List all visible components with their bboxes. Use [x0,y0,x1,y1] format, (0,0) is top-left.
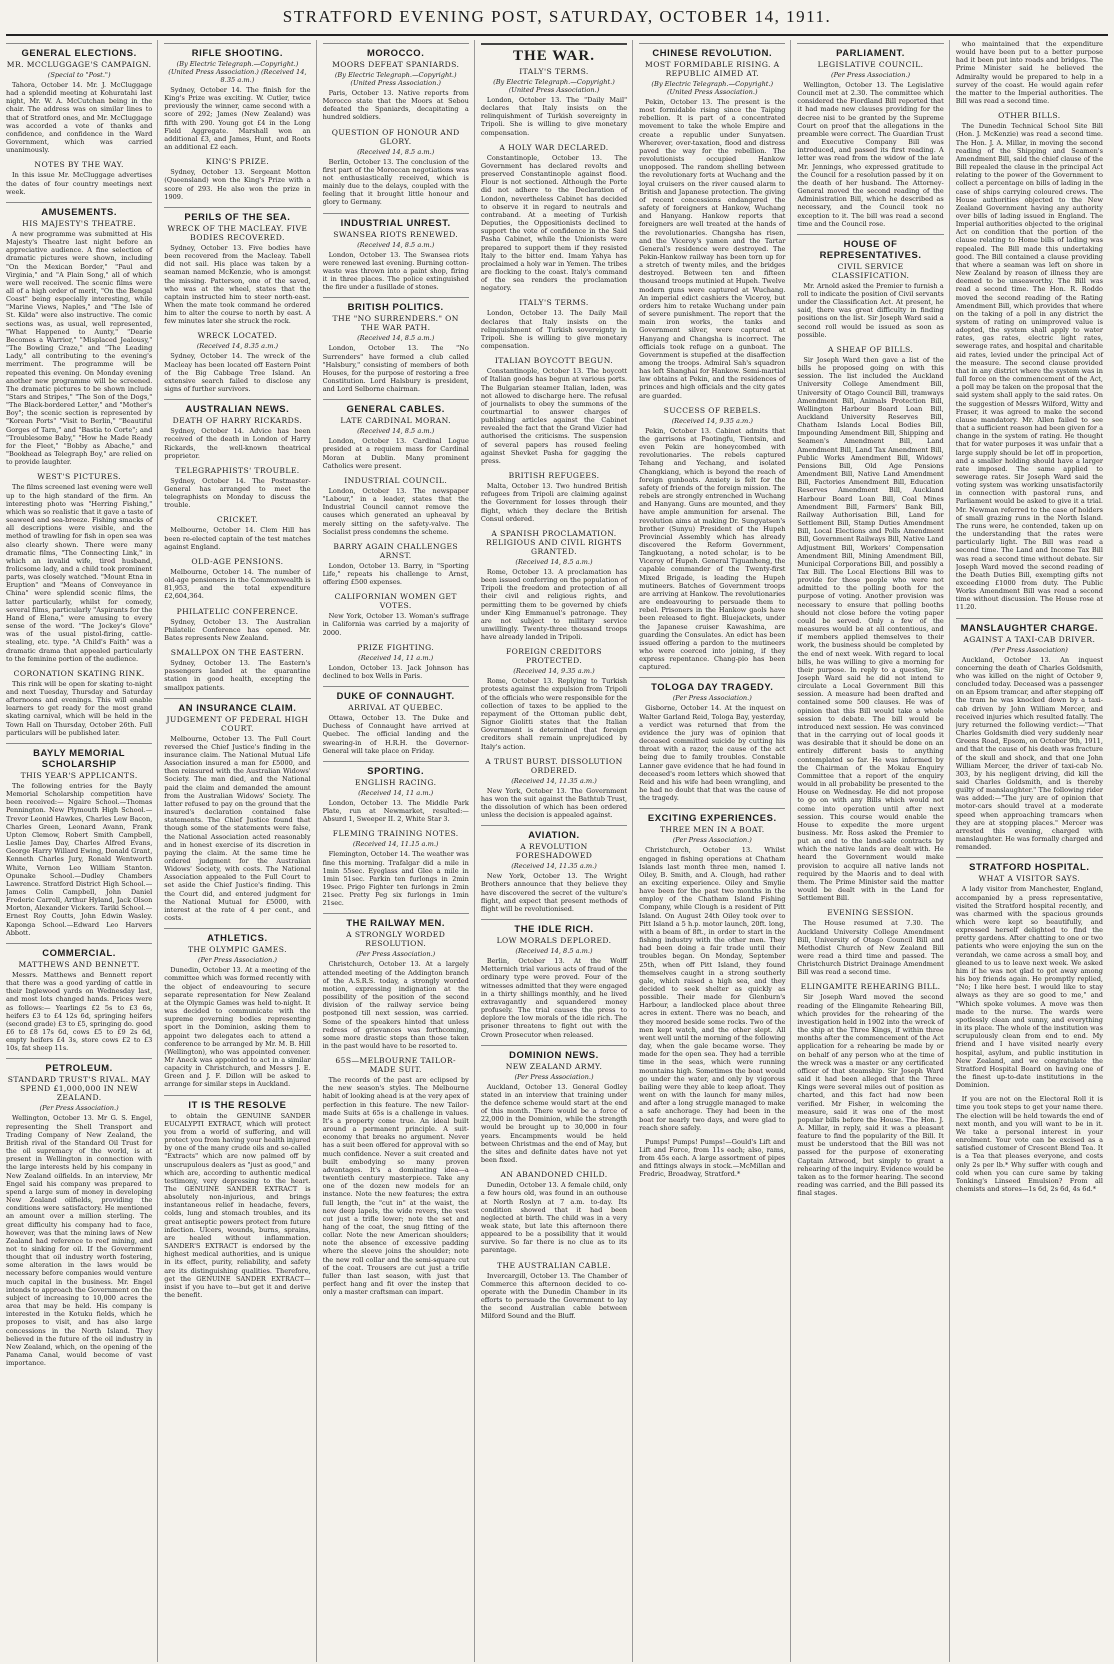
article-subheadline: ITALIAN BOYCOTT BEGUN. [494,356,614,366]
article-headline: PARLIAMENT. [797,43,943,58]
article-subheadline: MATTHEWS AND BENNETT. [18,959,140,969]
article-body: Sydney, October 13. Five bodies have been recovered from the Macleay. Tabell did not sail. His place was taken by a seaman named McKenzie, who is amongst the missing. Patterson, one of the saved, who was at the wheel, states that the captain instructed him to steer north-east. When the mate took command he ordered him to alter the course to north by east. A few minutes later she struck the rock. [164,243,313,326]
article-body: Dunedin, October 13. At a meeting of the committee which was formed recently with the object of endeavouring to secure separate representation for New Zealand at the Olympic Games was held to-night. It was decided to communicate with the supreme governing bodies representing sport in the Dominion, asking them to appoint two delegates each to attend a conference to be arranged by Mr. M. B. Hill (Wellington), who was appointed convener. Mr Aneck was appointed to act in a similar capacity in Christchurch, and Messrs J. E. Green and J. F. Dillon will be asked to arrange for similar steps in Auckland. [164,966,313,1089]
article [6,1058,155,1368]
article-body: Sydney, October 14. The Postmaster-General has arranged to meet the telegraphists on Monday to discuss the trouble. [164,476,313,510]
article [955,1095,1106,1193]
article-headline: EXCITING EXPERIENCES. [639,808,785,823]
article-body: A lady visitor from Manchester, England, accompanied by a press representative, visited the Stratford hospital recently, and was charmed with the spacious grounds which were kept so beautifully, and expressed herself delighted to find the pretty gardens. After chatting to one or two patients who were enjoying the sun on the verandah, we came across a small boy, and gleaned to us to leave next week. We asked him if he was not glad to get away among his boy friends again. He promptly replied, "No; I like here best. I would like to stay always as they are so good to me," and "Which spoke volumes. A move was then made to the nurse. The wards were spotlessly clean and sunny, and everything in its place. The whole of the institution was scrupulously clean from end to end. My friend and I have visited nearly every hospital, asylum, and public institution in New Zealand, and we congratulate the Stratford Hospital Board on having one of the finest up-to-date institutions in the Dominion. [955,885,1106,1090]
article [164,556,313,601]
article-headline: SPORTING. [323,761,469,776]
article-subheadline: OLD-AGE PENSIONS. [191,556,284,566]
article [164,399,313,460]
article-body: who maintained that the expenditure would have been put to a better purpose had it been put into roads and bridges. The Prime Minister said he believed the Admiralty would be prepared to help in a survey of the coast. He would again refer the matter to the Imperial authorities. The Bill was read a second time. [955,40,1106,106]
article-credit: (Received 14, 8.35 a.m.) [196,342,279,351]
article-body: London, October 13. Cardinal Logue presided at a requiem mass for Cardinal Moran at Dublin. Many prominent Catholics were present. [322,437,471,470]
article [480,756,630,820]
masthead [6,0,1108,36]
article [323,592,469,636]
article-subheadline: EVENING SESSION. [827,908,914,918]
article [164,606,313,642]
article-body: Tahora, October 14. Mr. J. McCluggage had a splendid meeting at Kohuratahi last night, Mr. W. A. McCutchan being in the chair. The address was on similar lines to that of Stratford ones, and Mr. McCluggage was accorded a vote of thanks and confidence, and confidence in the Ward Government, which was carried unanimously. [6,81,155,155]
article-subheadline: AN ABANDONED CHILD. [500,1170,608,1180]
article-body: Rome, October 13. Replying to Turkish protests against the expulsion from Tripoli of the officials who were responsible for the collection of taxes to be applied to the repayment of the Ottoman public debt, Signor Giolitti states that the Italian Government is determined that foreign creditors shall remain unprejudiced by Italy's action. [480,677,630,751]
article-credit: (By Electric Telegraph.—Copyright.) (United Press Association.) (Received 14, 8.35 a.m.) [168,60,307,84]
article-subheadline: PHILATELIC CONFERENCE. [176,606,299,616]
article-subheadline: MOORS DEFEAT SPANIARDS. [332,60,460,69]
article-subheadline: ITALY'S TERMS. [519,298,589,308]
article-body: Berlin, October 13. The conclusion of the first part of the Moroccan negotiations was not enthusiastically received, which is mainly due to the delays, coupled with the feeling that it brought little honour and glory to Germany. [322,157,471,207]
article-body: Berlin, October 13. At the Wolff Metternich trial various acts of fraud of the ordinary type were proved. Four of the witnesses admitted that they were engaged in a thirty shillings monthly, and he lived extravagantly and squandered money profusely. The trial causes the press to deplore the low morals of the idle rich. The prisoner threatens to fight out with the Crown Prosecutor when released. [480,957,630,1039]
article-headline: THE IDLE RICH. [481,919,627,934]
article-body: Constantinople, October 13. The boycott of Italian goods has begun at various ports. The Bulgarian steamer Italian, laden, was not allowed to discharge here. The refusal of journalists to obey the summons of the courtmartial to answer charges of publishing articles against the Cabinet revealed the fact that the Grand Vizier had authorised the criticisms. The suspension of several papers has roused feeling against Shevket Pasha for gagging the press. [480,367,630,465]
article-body: A new programme was submitted at His Majesty's Theatre last night before an appreciative audience. A fine selection of dramatic pictures were shown, including "On the Mexican Border," "Paul and Virginia," and "A Plain Song," all of which were well received. The scenic films were all of a high order of merit, "On the Bengal Coast" being especially interesting, while "Marine Views, Naples," and "The Isle of St. Kilda" were also instructive. The comic sections was, as usual, well represented, "What Happened to Aunty," "Dearie Becomes a Warrior," "Misplaced Jealousy," "The Bowling Craze," and "The Leading Lady," all contributing to the evening's merriment. The programme will be repeated this evening. On Monday evening another new programme will be screened. The dramatic pictures to be shown include "Stars and Stripes," "The Son of the Dogs," "The Black-bordered Letter," and "Mother's Boy"; the scenic section is represented by "Korean Ports" "Visit to Berlin," "Beautiful Gorges of Tarn," and "Bastia to Corte"; and "Troublesome Baby," "How he Made Ready for the Fleet," "Bobby as Abache," and "Bookhead as Telegraph Boy," are relied on to provide laughter. [6,229,155,467]
article [164,1095,313,1300]
article-body: Sir Joseph Ward then gave a list of the bills he proposed going on with this session. The list included the Auckland University College Amendment Bill, University of Otago Council Bill, tramways Amendment Bill, Animals Protection Bill, Wellington Harbour Board Loan Bill, Auckland University Reserves Bill, Chatham Islands Local Bodies Bill, Impounding Amendment Bill, Shipping and Seamen's Amendment Bill, Land Amendment Bill, Land Tax Amendment Bill, Public Works Amendment Bill, Widows' Pensions Bill, Old Age Pensions Amendment Bill, Native Land Amendment Bill, Factories Amendment Bill, Education Reserves Amendment Bill, Auckland Harbour Board Loan Bill, Coal Mines Amendment Bill, Farmers' Bank Bill, Railway Authorisation Bill, Land for Settlement Bill, Stamp Duties Amendment Bill, Local Elections and Polls Amendment Bill, Government Railways Bill, Native Land Adjustment Bill, Workers' Compensation Amendment Bill, Mining Amendment Bill, Municipal Corporations Bill, and possibly a Tax Bill. The Local Elections Bill was to provide for those people who were not admitted to the polling booth for the purpose of voting. Another provision was necessary to ensure that polling booths should not close before the voting paper could be served. Only a few of the measures would be at all contentious, and if members applied themselves to their work, the business should be completed by the end of next week. With regard to local bills, he was willing to give a morning for their purpose. In reply to a question, Sir Joseph Ward said he did not intend to circulate a Local Government Bill this session. A measure had been drafted and contained some 500 clauses. He was of opinion that this Bill would take a whole session to debate. The bill would be introduced next session. He was convinced that in the carrying out of local goods it was desirable that it should be done on an entirely different basis to anything contemplated so far. He was informed by the Chairman of the Mokau Enquiry Committee that a report of the enquiry would in all probability be presented to the House on Wednesday. He did not propose to go on with any Bills which would not come into operation until after next session. This course would enable the House to expedite the more urgent business. Mr. Ross asked the Premier to put an end to the land-sale contracts by which the native lands are dealt with. He heard the Government would make provision to acquire all native lands not required by the Maoris and to deal with them. The Prime Minister said the matter would be dealt with in the Land for Settlement Bill. [797,355,946,903]
article-subheadline: SMALLPOX ON THE EASTERN. [170,648,305,658]
article [480,647,630,751]
article-body: If you are not on the Electoral Roll it is time you took steps to get your name there. The election will be held towards the end of next month, and you will want to be in it. We take a personal interest in your enrolment. Your vote can be excised as a satisfied customer of Crescent Blend Tea. It is a Tea that pleases everyone, and costs only 2s per lb.* Why suffer with cough and cold when you can cure same by taking Tonking's Linseed Emulsion? From all chemists and stores—1s 6d, 2s 6d, 4s 6d.* [955,1095,1106,1193]
article-credit: (Per Press Association.) [514,1072,594,1081]
article-subheadline: A STRONGLY WORDED RESOLUTION. [346,930,446,949]
article-headline: RIFLE SHOOTING. [164,43,310,58]
article-subheadline: ELINGAMITE REHEARING BILL. [800,982,941,992]
article-headline: MOROCCO. [323,43,469,58]
article-subheadline: OTHER BILLS. [998,111,1061,121]
article-body: Pekin, October 13. The present is the most formidable rising since the Taiping rebellion. It is part of a concentrated movement to take the whole Empire and create a republic under Sunyatsen. Wherever, over-taxation, flood and distress paved the way for the rebellion. The revolutionists occupied Hankow unopposed. The random shelling between the revolutionary forts at Wuchang and the loyal cruisers on the river caused alarm to British and Japanese protection. The giving of recent concessions endangered the safety of foreigners at Hankow, Wuchang and Hanyang. Hankow reports that foreigners are well treated at the hands of the revolutionaries. Changsha has risen, and the Viceroy's yamen and the Tartar General's residence were destroyed. The Pekin-Hankow railway has been torn up for a stretch of twenty miles, and the bridges destroyed. Between ten and fifteen thousand troops mutinied at Hupeh. Twelve modern guns were captured at Wuchang. An imperial edict cashiers the Viceroy, but orders him to retake Wuchang under pain of severe punishment. The report that the main iron works, the tanks and Government silver, were captured at Hanyang and Changsha is incorrect. The officials took refuge on a gunboat. The Government is stupefied at the disaffection among the troops. Admiral Sah's squadron has left Shanghai for Hankow. Semi-martial law obtains at Pekin, and the residences of princes and high officials and the city gates are guarded. [639,98,788,400]
article [797,344,946,903]
article-subheadline: THE OLYMPIC GAMES. [187,945,287,955]
article-body: Pumps! Pumps! Pumps!—Gould's Lift and Lift and Force, from 11s each; also, rams, from 45s each. A large assortment of pipes and fittings always in stock.—McMillan and Fredric, Broadway, Stratford.* [639,1137,788,1179]
article-body: Wellington, October 13. Mr G. S. Engel, representing the Shell Transport and Trading Company of New Zealand, the British rival of the Standard Oil Trust for the oil supremacy of the world, is at present in Wellington in connection with the large interests held by his company in New Zealand oilfields. In an interview, Mr Engel said his company was prepared to spend a large sum of money in developing New Zealand oilfields, providing the conditions were satisfactory. He mentioned an amount over a million sterling. The great difficulty his company had to face, however, was that the mining laws of New Zealand had reference to reef mining, and not to sinking for oil. If the Government thought that oil industry worth fostering, some alteration in the laws would be necessary before companies would venture much capital in the business. Mr. Engel intends to approach the Government on the subject of increasing to 10,000 acres the area that may be held. His company is interested in the Kotuku fields, which he proposes to visit, and has also large concessions in the North Island. They believed in the future of the oil industry in New Zealand, which, on the opening of the Panama Canal, would become of vast importance. [6,1114,155,1368]
article-subheadline: KING'S PRIZE. [205,157,270,167]
article-credit: (Received 14, 9.35 a.m.) [513,667,595,676]
article-body: Sydney, October 14. The wreck of the Macleay has been located off Eastern Point of the Big Cabbage Tree Island. An extensive search failed to disclose any signs of further survivors. [164,352,313,394]
article-body: Constantinople, October 13. The Government has declared revolts and preserved Constantinople against flood. Flour is not sectioned. Although the Porte did not adhere to the Declaration of London, nevertheless Cabinet has decided to observe it in regard to neutrals and contraband. At a meeting of Turkish Deputies, the Oppositionists declined to support the vote of confidence in the Said Pasha Cabinet, while the Unionists were prepared to support them if they resisted Italy to the bitter end. Imam Yahya has proclaimed a holy war in Yemen. The tribes are flocking to the coast. Italy's command of the sea renders the proclamation negatory. [480,153,630,293]
article-subheadline: JUDGEMENT OF FEDERAL HIGH COURT. [166,714,309,733]
article-headline: MANSLAUGHTER CHARGE. [956,618,1103,633]
article-body: Christchurch, October 13. At a largely attended meeting of the Addington branch of the A.S.R.S. today, a strongly worded motion, expressing indignation at the possibility of the position of the second division of the railway service being postponed till next session, was carried. Some of the speakers hinted that unless redress of grievances was forthcoming, some more drastic steps than those taken in the past would have to be resorted to. [322,960,471,1050]
article-subheadline: SUCCESS OF REBELS. [663,405,761,415]
article-body: New York, October 13. The Government has won the suit against the Bathtub Trust, the dissolution of which has been ordered unless the decision is appealed against. [480,786,630,820]
column-3 [323,40,475,1662]
article-subheadline: HIS MAJESTY'S THEATRE. [22,218,137,228]
article-body: The films screened last evening were well up to the high standard of the firm. An interesting photo was "Herring Fishing," which was so realistic that it gave a taste of seaweed and sea-breeze. Fishing smacks of all descriptions were visible, and the method of trawling for fish in open sea was also clearly shown. There were many dramatic films, "The Connecting Link," in which an invalid wife, tired husband, frolicsome lady, and a child took prominent parts, was closely watched. "Mount Etna in Eruption" and "Means of Conveyance in China" were splendid scenic films, the latter particularly, whilst for comedy, several films, particularly "Aspirants for the Hand of Elena," were amusing to every sense of the word. "The Jockey's Glove" was of the usual pistol-firing, cattle-stealing, etc. type. "A Child's Faith" was a dramatic drama that appealed particularly to the feminine portion of the audience. [6,483,155,663]
article [6,472,155,663]
article-credit: (Received 14, 8.5 a.m.) [357,147,435,156]
article-headline: IT IS THE RESOLVE [164,1095,310,1110]
article [480,298,630,351]
article-headline: CHINESE REVOLUTION. [639,43,785,58]
article-credit: (Received 14, 8.5 a.m.) [357,240,435,249]
article-subheadline: A SHEAF OF BILLS. [827,344,914,354]
article-credit: (Per Press Association.) [831,71,911,79]
article-credit: (Received 14, 11 a.m.) [358,788,434,797]
article-body: Ottawa, October 13. The Duke and Duchess of Connaught have arrived at Quebec. The official landing and the swearing-in of H.R.H. the Governor-General will take place on Friday. [322,714,471,755]
article [6,43,155,155]
article [797,234,946,339]
article-credit: (Received 14, 8.5 a.m.) [357,427,435,436]
article-headline: DUKE OF CONNAUGHT. [323,686,469,701]
article-body: The following entries for the Bayly Memorial Scholarship competition have been received:— Ngaire School.—Thomas Pennington. New Plymouth High School.—Trevor Leonid Hawkes, Charles Lew Bacon, Charles Green, Leonard Avann, Frank Upton Clemow, Robert Smith Campbell, Leslie James Day, Charles Alfred Evans, George Harry Willard Ewing, Donald Grant, Kenneth Charles Jury, Ronald Wentworth White, Vernon Leo William Stanton. Opunake School.—Dudley Chambers Lawrence. Stratford District High School.—James Colin Campbell, John Daniel Frederic Carroll, Arthur Hyland, Jack Olson Morton, Alexander Vickers. Tariki School.—Ernest Roy Coutts, John Edwin Wasley. Kaponga School.—Edward Leo Harvers Abbott. [6,781,155,937]
article-body: New York, October 13. The Wright Brothers announce that they believe they have discovered the secret of the vulture's flight, and expect that present methods of flight will be revolutionised. [480,872,630,913]
article-subheadline: FLEMING TRAINING NOTES. [332,829,459,839]
article-credit: (Received 14, 11.35 a.m.) [511,776,597,785]
article-subheadline: PRIZE FIGHTING. [357,642,435,652]
article-headline: BRITISH POLITICS. [323,297,469,312]
article-subheadline: THREE MEN IN A BOAT. [659,825,765,835]
article-body: Invercargill, October 13. The Chamber of Commerce this afternoon decided to co-operate with the Dunedin Chamber in its efforts to persuade the Government to lay the second Australian cable between Milford Sound and the Bluff. [480,1271,630,1321]
article-subheadline: WHAT A VISITOR SAYS. [978,874,1081,884]
article-body: Auckland, October 13. General Godley stated in an interview that training under the defence scheme would start at the end of this month. There would be a force of 22,000 in the Dominion, while the strength would be brought up to 30,000 in four years. Encampments would be held between Christmas and the end of May, but the sites and definite dates have not yet been fixed. [480,1082,630,1165]
article [955,618,1106,852]
article-subheadline: LEGISLATIVE COUNCIL. [817,60,924,69]
article-subheadline: CORONATION SKATING RINK. [13,668,145,678]
article [480,528,630,642]
article-headline: THE WAR. [481,43,627,65]
article-body: Christchurch, October 13. Whilst engaged in fishing operations at Chatham Islands last month three men, named I. Oiley, B. Smith, and A. Clough, had rather an exciting experience. Oiley and Smylie have been for the past two months in the employ of the Chatham Island Fishing Company, while Clough is a resident of Pitt Island. On August 24th Oiley took over to Pitt Island a 5 h.p. motor launch, 20ft. long, with a beam of 8ft., in order to start in the fishing industry with the other men. They had been doing a fair trade until their troubles began. On Monday, September 25th, when off Pitt Island, they found themselves caught in a strong southerly gale, which raised a high sea, and they decided to seek shelter as quickly as possible. Their made for Glenburn's Harbour, a landlocked place about three acres in extent. There was no beach, and they moored beside some rocks. Two of the men kept watch, and the other slept. All went well until the morning of the following day, when the gale became worse. They made for the open sea. They had a terrible time in the seas, which were running mountains high. Sometimes the boat would go under the water, and only by vigorous bailing were they able to keep afloat. They went on with the launch for many miles, and after a long struggle managed to make a safe anchorage. They had been in the boat for nearly two days, and were glad to reach shore safely. [639,846,788,1132]
newspaper-columns [0,36,1114,1662]
article-credit: (Per Press Association) [990,645,1068,654]
article-credit: (Per Press Association.) [356,950,436,959]
article-credit: (Received 14, 11.35 a.m.) [511,862,597,871]
article-body: Sydney, October 13. The Eastern's passengers landed at the quarantine station in good health, excepting the smallpox patients. [164,659,313,692]
article-subheadline: LOW MORALS DEPLORED. [496,936,612,946]
article-body: Messrs. Matthews and Bennett report that there was a good yarding of cattle in their Inglewood yards on Wednesday last, and most lots changed hands. Prices were as follows:— Yearlings £2 5s to £3 6s, heifers £3 to £4 12s 6d, springing heifers (second grade) £3 to £5, springing do. good £6 to £8 17s 6d, cows £5 to £9 2s 6d, empty heifers £4 3s, store cows £2 to £3 10s, fat sheep 11s. [6,970,155,1053]
column-7 [956,40,1108,1662]
article-headline: COMMERCIAL. [6,943,152,958]
article [797,982,946,1198]
article [323,643,469,680]
article [480,1170,630,1255]
article [639,43,788,400]
article-subheadline: A HOLY WAR DECLARED. [499,142,609,152]
article [164,928,313,1089]
article [323,399,469,470]
article-credit: (Received 14, 8.5 a.m.) [515,557,593,566]
article-body: London, October 13. The Middle Park Plate, run at Newmarket, resulted:—Absurd 1, Sweeper II. 2, White Star 3. [322,798,471,824]
article [639,808,788,1132]
article [323,476,469,536]
article-body: Gisborne, October 14. At the inquest on Walter Garland Reid, Tologa Bay, yesterday, a verdict was returned that from the evidence the jury was of opinion that deceased committed suicide by cutting his throat with a razor, the cause of the act being due to family troubles. Constable Lanner gave evidence that he had found in deceased's room letters which showed that Reid and his wife had been wrangling, and he had no doubt that that was the cause of the tragedy. [639,704,788,803]
article-body: Sydney, October 14. The finish for the King's Prize was exciting. W. Cutler, twice previously the winner, came second with a score of 292; James (New Zealand) was fifth with 290. Young got £4 in the Long Field Aggregate. Marshall won an additional £3, and James, Hunt, and Roots an additional £2 each. [164,86,313,152]
article [797,43,946,228]
article-credit: (Per Press Association.) [672,836,752,845]
article-subheadline: BARRY AGAIN CHALLENGES ARNST. [333,541,458,560]
article-credit: (Received 14, 8.5 a.m.) [515,947,593,956]
article [323,913,469,1050]
article [480,919,630,1039]
article [480,356,630,465]
article-credit: (By Electric Telegraph.—Copyright.) (United Press Association.) [334,71,457,87]
article-subheadline: ENGLISH RACING. [355,777,437,787]
article-body: Sydney, October 14. Advice has been received of the death in London of Harry Rickards, the well-known theatrical proprietor. [164,427,313,460]
article-subheadline: CIVIL SERVICE CLASSIFICATION. [831,261,910,280]
article-headline: GENERAL CABLES. [323,399,469,414]
article-subheadline: THE AUSTRALIAN CABLE. [497,1260,611,1270]
article [6,743,155,937]
column-1 [6,40,158,1662]
article [6,202,155,467]
article-credit: (Received 14, 8.5 a.m.) [357,334,435,343]
article-headline: HOUSE OF REPRESENTATIVES. [797,234,943,260]
article-body: London, October 13. Jack Johnson has declined to box Wells in Paris. [322,663,471,680]
article-subheadline: QUESTION OF HONOUR AND GLORY. [331,127,460,146]
article-body: New York, October 13. Woman's suffrage in California was carried by a majority of 2000. [322,612,471,637]
article-credit: (Per Press Association.) [39,1104,119,1113]
masthead-title: STRATFORD EVENING POST, SATURDAY, OCTOBER 14, 1911. [282,7,832,26]
article-credit: (Per Press Association.) [672,694,752,703]
article-credit: (By Electric Telegraph.—Copyright.) (United Press Association.) [651,80,774,96]
article-subheadline: STANDARD TRUST'S RIVAL. MAY SPEND £1,000,000 IN NEW ZEALAND. [7,1075,151,1103]
article-subheadline: INDUSTRIAL COUNCIL. [344,475,448,485]
article [955,857,1106,1090]
article [164,207,313,326]
column-4 [481,40,633,1662]
article-subheadline: MOST FORMIDABLE RISING. A REPUBLIC AIMED AT. [645,60,780,78]
article-subheadline: MR. MCCLUGGAGE'S CAMPAIGN. [6,60,152,69]
article-subheadline: ITALY'S TERMS. [519,67,589,76]
article-subheadline: CRICKET. [216,515,258,525]
article [480,825,630,913]
article [480,1260,630,1321]
article [480,471,630,523]
article-body: Paris, October 13. Native reports from Morocco state that the Moors at Sebou defeated the Spaniards, decapitating a hundred soldiers. [322,89,471,122]
article-body: Melbourne, October 14. The number of old-age pensioners in the Commonwealth is 81,953, and the total expenditure £2,604,364. [164,567,313,601]
article-subheadline: A REVOLUTION FORESHADOWED [515,842,593,861]
article-subheadline: A TRUST BURST. DISSOLUTION ORDERED. [485,756,623,775]
article-body: Melbourne, October 14. Clem Hill has been re-elected captain of the test matches against England. [164,526,313,551]
article-subheadline: A SPANISH PROCLAMATION. RELIGIOUS AND CIVIL RIGHTS GRANTED. [485,528,623,556]
article [6,943,155,1053]
article-body: Sir Joseph Ward moved the second reading of the Elingamite Rehearing Bill, which provides for the rehearing of the investigation held in 1902 into the wreck of the ship at the Three Kings, if within three months after the commencement of the Act application for a rehearing be made by or on behalf of any person who at the time of the wreck was a master or any certificated officer of that steamship. Sir Joseph Ward said it had been alleged that the Three Kings were several miles out of position as charted, and this fact had now been verified. Mr Fisher, in welcoming the measure, said it was one of the most popular bills before the House. The Hon. J. A. Millar, in reply, said it was a pleasant feature to find the popularity of the Bill. It must be understood that the Bill was not passed for the purpose of exonerating Captain Attwood, but simply to grant a rehearing of the inquiry. Evidence would be taken as to the former hearing. The second reading was carried, and the Bill passed its final stages. [797,993,946,1198]
article-headline: AMUSEMENTS. [6,202,152,217]
article [164,157,313,201]
article-credit: (Special to "Post.") [47,71,111,79]
article-headline: AN INSURANCE CLAIM. [164,698,310,713]
article-body: London, October 13. The "No Surrenders" have formed a club called "Halsbury," consisting of members of both Houses, for the purpose of restoring a free Constitution. Lord Halsbury is president, and Lord Selborne chairman. [322,344,471,394]
article-subheadline: THIS YEAR'S APPLICANTS. [20,770,138,780]
article-headline: TOLOGA DAY TRAGEDY. [639,677,785,692]
article-body: Wellington, October 13. The Legislative Council met at 2.30. The committee which considered the Fiordland Bill reported that it had made new clauses providing for the decree nisi to be granted by the Supreme Court on proof that the allegations in the preamble were correct. The Guardian Trust and Executive Company Bill was introduced, and passed its first reading. A letter was read from the widow of the late Mr. Jennings, who expressed gratitude to the Council for a resolution passed by it on the death of her husband. The Attorney-General moved the second reading of the Administration Bill, which he described as necessary, and the Council took no exception to it. The bill was read a second time and the Council rose. [797,81,946,228]
article [323,1056,469,1296]
article-body: London, October 13. The Swansea riots were renewed last evening. Burning cotton-waste was thrown into a paint shop, firing it in three places. The police extinguished the fire under a fusillade of stones. [322,250,471,292]
article-credit: (Received 14, 11.15 a.m.) [352,840,439,849]
article-subheadline: ARRIVAL AT QUEBEC. [348,703,444,713]
article [6,160,155,196]
article [323,213,469,292]
article-body: The Dunedin Technical School Site Bill (Hon. J. McKenzie) was read a second time. The Hon. J. A. Millar, in moving the second reading of the Shipping and Seamen's Amendment Bill, said the chief clause of the Bill repealed the clause in the principal Act relating to the power of the Government to collect a percentage on bills of lading in the case of ships carrying coloured crews. The House authorities objected to the New Zealand Government having any authority over bills of lading issued in England. The Imperial authorities objected to the original Act on condition that the portion of the clause relating to Home bills of lading was repealed. The Bill made this undertaking good. The Bill contained a clause providing that where a seaman was left on shore in New Zealand by reason of illness they are deemed to be unseaworthy. The Bill was read a second time. The Hon. R. Roddo moved the second reading of the Rating Amendment Bill, which provides that where on the taking of a poll in any district the system of rating on unimproved value is adopted, the system shall apply to water rates, gas rates, electric light rates, sewerage rates, and hospital and charitable aid rates, levied under the principal Act of the measure. The second clause provided that in any district where the system was in full force on the commencement of the Act, a poll may be taken on the proposal that the said system shall apply to the said rates. On the suggestion of Messrs Wilford, Witty and Fraser, it was agreed to make the second clause mandatory. Mr. Allen failed to see that a sufficient reason had been given for a change in the system of rating. He thought that for water purposes it was unfair that a large supply should be let off in proportion, and a smaller holding should have a larger rate imposed. The same applied to sewerage rates. Sir Joseph Ward said the voting system was working unsatisfactorily in connection with pastoral runs, and Parliament would be asked to give it a trial. Mr. Newman referred to the case of holders of small grazing runs in the North Island. The runs were, he contended, taken up on the understanding that the rates were particularly light. The Bill was read a second time. The Land and Income Tax Bill was read a second time without debate. Sir Joseph Ward moved the second reading of the Death Duties Bill, exempting gifts not exceeding £1000 from duty. The Public Works Amendment Bill was read a second time without discussion. The House rose at 11.20. [955,122,1106,612]
article-headline: THE RAILWAY MEN. [323,913,469,928]
article-subheadline: WRECK LOCATED. [197,331,278,341]
article-headline: PERILS OF THE SEA. [164,207,310,222]
article-body: Auckland, October 13. An inquest concerning the death of Charles Goldsmith, who was killed on the night of October 9, concluded today. Deceased was a passenger on an Epsom tramcar, and after stepping off the tram he was knocked down by a taxi-cab driven by John William Mercer, and received injuries which resulted fatally. The jury returned the following verdict:—"That Charles Goldsmith died very suddenly near Greens Road, Epsom, on October 9th, 1911, and that the cause of his death was fracture of the skull and shock, and that one John William Mercer, the driver of taxi-cab No. 303, by his negligent driving, did kill the said Charles Goldsmith, and is thereby guilty of manslaughter." The following rider was added:—"The jury are of opinion that motor-cars should travel at a moderate speed when approaching tramcars when they are at stopping places." Mercer was arrested this evening, charged with manslaughter. He was formally charged and remanded. [955,655,1106,852]
article-headline: GENERAL ELECTIONS. [6,43,152,58]
article-headline: DOMINION NEWS. [481,1045,627,1060]
article [323,761,469,823]
article-credit: (By Electric Telegraph.—Copyright.) (United Press Association.) [493,78,615,94]
article-headline: INDUSTRIAL UNREST. [323,213,469,228]
article-body: to obtain the GENUINE SANDER EUCALYPTI EXTRACT, which will protect you from a world of suffering, and will protect you from having your health injured by one of the many crude oils and so-called "Extracts" which are now palmed off by unscrupulous dealers as "just as good," and which are, according to authentic medical testimony, very depressing to the heart. The GENUINE SANDER EXTRACT is absolutely non-injurious, and brings instantaneous relief in headache, fevers, colds, lung and stomach troubles, and its great antiseptic powers protect from future infection. Ulcers, wounds, burns, sprains, are healed without inflammation. SANDER'S EXTRACT is endorsed by the highest medical authorities, and is unique in its effect, purity, reliability, and safety are its distinguishing qualities. Therefore, get the GENUINE SANDER EXTRACT—insist if you have to—but get it and derive the benefit. [164,1111,313,1300]
article-body: London, October 13. The newspaper "Labour," in a leader, states that the Industrial Council cannot remove the causes which generated an upheaval by merely sitting on the safety-valve. The Socialist press condemns the scheme. [322,486,471,536]
article-body: Rome, October 13. A proclamation has been issued conferring on the population of Tripoli the freedom and protection of all their civil and religious rights, and permitting them to be governed by chiefs under King Emmanuel's patronage. They are not subject to military service unwillingly. Twenty-three thousand troops have already landed in Tripoli. [480,567,630,642]
article [323,128,469,207]
article [164,515,313,551]
article-subheadline: SWANSEA RIOTS RENEWED. [333,229,459,239]
article [955,111,1106,612]
article-subheadline: WEST'S PICTURES. [37,472,121,482]
article [164,698,313,923]
article-subheadline: TELEGRAPHISTS' TROUBLE. [175,465,300,475]
article-subheadline: AGAINST A TAXI-CAB DRIVER. [963,634,1096,644]
article-subheadline: CALIFORNIAN WOMEN GET VOTES. [334,592,457,611]
article-body: London, October 13. The "Daily Mail" declares that Italy insists on the relinquishment of Turkish sovereignty in Tripoli. She is willing to give monetary compensation. [480,96,630,137]
article [164,43,313,152]
article-headline: STRATFORD HOSPITAL. [956,857,1103,872]
article-credit: (Received 14, 11 a.m.) [358,653,434,662]
article-subheadline: THE "NO SURRENDERS." ON THE WAR PATH. [332,314,459,333]
article-headline: AUSTRALIAN NEWS. [164,399,310,414]
article-body: The records of the past are eclipsed by the new season's styles. The Melbourne habit of looking ahead is at the very apex of perfection in this feature. The new Tailor-made Suits at 65s is a challenge in values. It's a property come true. An ideal built around a permanent principle. A suit-economy that breaks no argument. Never has a suit been offered for approval with so much confidence. Never a suit created and built embodying so many proven advantages. It's a dominating idea—a twentieth century masterpiece. Take any one of the dozen new models for an instance. Note the new features; the extra full length, the "cut in" at the waist, the new deep lapels, the wide revers, the vest cut just a trifle lower; note the set and hang of the coat, the snug fitting of the collar. Note the new American shoulders; note the absence of excessive padding where the sleeve joins the shoulder; note the new roll collar and the semi-square cut of the coat. Trousers are cut just a trifle fuller than last season, with just that perfect hang and fit over the instep that only a master craftsman can impart. [322,1076,471,1297]
article [323,542,469,586]
article-body: Mr. Arnold asked the Premier to furnish a roll to indicate the position of Civil servants under the Classification Act. At present, he said, there was great difficulty in finding positions on the list. Sir Joseph Ward said a second roll would be issued as soon as possible. [797,281,946,339]
article-headline: PETROLEUM. [6,1058,152,1073]
article [323,297,469,393]
article-headline: BAYLY MEMORIAL SCHOLARSHIP [6,743,152,769]
column-5 [639,40,791,1662]
article [323,829,469,907]
article [6,668,155,737]
article [480,1045,630,1165]
article-body: London, October 13. The Daily Mail declares that Italy insists on the relinquishment of Turkish sovereignty in Tripoli. She is willing to give monetary compensation. [480,309,630,351]
article [639,405,788,672]
column-6 [797,40,949,1662]
article-body: The House resumed at 7.30. The Auckland University College Amendment Bill, University of Otago Council Bill and Methodist Church of New Zealand Bill were read a third time and passed. The Christchurch District Drainage Amendment Bill was read a second time. [797,919,946,977]
article [164,465,313,510]
article [955,40,1106,106]
column-2 [164,40,316,1662]
article-subheadline: WRECK OF THE MACLEAY. FIVE BODIES RECOVERED. [167,223,308,242]
article-body: Malta, October 13. Two hundred British refugees from Tripoli are claiming against the Government for losses through their flight, which they declare the British Consul ordered. [480,482,630,523]
article [639,1137,788,1179]
article-body: Melbourne, October 13. The Full Court reversed the Chief Justice's finding in the insurance claim. The National Mutual Life Association insured a man for £5000, and then reinsured with the Australian Widows' Society. The man died, and the National paid the claim and demanded the amount from the Australian Widows' Society. The latter refused to pay on the ground that the insured's declaration contained false statements. The Chief Justice found that though some of the statements were false, the National Association acted reasonably and in honest exercise of its discretion in paying the claim. At the same time he ordered judgment for the Australian Widows' Society, with costs. The National Association appealed to the Full Court to set aside the Chief Justice's finding. This the Court did, and entered judgment for the National Mutual for £5000, with interest at the rate of 4 per cent., and costs. [164,734,313,923]
article-body: London, October 13. Barry, in "Sporting Life," repeats his challenge to Arnst, offering £500 expenses. [322,561,471,587]
article [164,648,313,692]
article-subheadline: 65S—MELBOURNE TAILOR-MADE SUIT. [335,1056,456,1075]
article-body: Pekin, October 13. Cabinet admits that the garrisons at Paotingfu, Tientsin, and even Pekin are honeycombed with revolutionaries. The rebels captured Tehang and Yechang, and isolated Changkiang, which is beyond the reach of foreign gunboats. Anxiety is felt for the safety of friends of the foreign mission. The rebels are strongly entrenched in Wuchang and Hanyang. Guns are mounted, and they have ample ammunition for arsenal. The revolution aims at making Dr. Sungyatsen's brother (Sunyu) President of the Hupeh Provincial Assembly which has already discovered the Reform Government, Tangkuotang, a noted scholar, is to be Viceroy of Hupeh. General Tiguanheng, the capable commander of the Twenty-first Mixed Brigade, is leading the Hupeh mutineers. Batches of Government troops are arriving at Hankow. The revolutionaries are endeavouring to persuade them to rebel. Prisoners in the Hankow gaols have been released to fight. Bluejackets, under the Japanese cruiser Kawashima, are guarding the Consulates. An edict has been issued offering a pardon to the mutineers who were coerced into joining, if they express repentance. Chang-pio has been captured. [639,426,788,672]
article-subheadline: NEW ZEALAND ARMY. [505,1061,603,1071]
article-body: Sydney, October 13. Sergeant Motton (Queensland) won the King's Prize with a score of 293. He also won the prize in 1909. [164,168,313,201]
article [480,142,630,293]
article-subheadline: NOTES BY THE WAY. [34,160,124,170]
article-subheadline: LATE CARDINAL MORAN. [340,416,451,426]
article [323,686,469,755]
article-subheadline: FOREIGN CREDITORS PROTECTED. [505,647,603,666]
article-body: Flemington, October 14. The weather was fine this morning. Trafalgar did a mile in 1min 55sec. Eyeglass and Glee a mile in 1min 51sec. Parkin ten furlongs in 2min 19sec. Prigo Fighter ten furlongs in 2min 21sec. Pretty Peg six furlongs in 1min 21sec. [322,850,471,908]
article-credit: (Received 14, 9.35 a.m.) [671,416,753,425]
article-subheadline: BRITISH REFUGEES. [508,471,600,481]
article-body: Dunedin, October 13. A female child, only a few hours old, was found in an outhouse at North Roslyn at 7 a.m. to-day. Its condition showed that it had been neglected at birth. The child was in a very weak state, but late this afternoon there appeared to be a possibility that it would survive. So far there is no clue as to its parentage. [480,1181,630,1255]
article-headline: ATHLETICS. [164,928,310,943]
article-body: This rink will be open for skating to-night and next Tuesday, Thursday and Saturday afternoons and evenings. This will enable learners to get ready for the most grand skating carnival, which will be held in the Town Hall on Thursday, October 26th. Full particulars will be published later. [6,679,155,737]
article [323,43,469,122]
article [639,677,788,803]
article [480,43,630,137]
article-credit: (Per Press Association.) [197,956,277,965]
article-headline: AVIATION. [481,825,627,840]
article-subheadline: DEATH OF HARRY RICKARDS. [172,416,303,426]
article [164,331,313,394]
article-body: In this issue Mr. McCluggage advertises the dates of four country meetings next week. [6,171,155,196]
article [797,908,946,977]
article-body: Sydney, October 13. The Australian Philatelic Conference has opened. Mr. Bates represents New Zealand. [164,617,313,642]
